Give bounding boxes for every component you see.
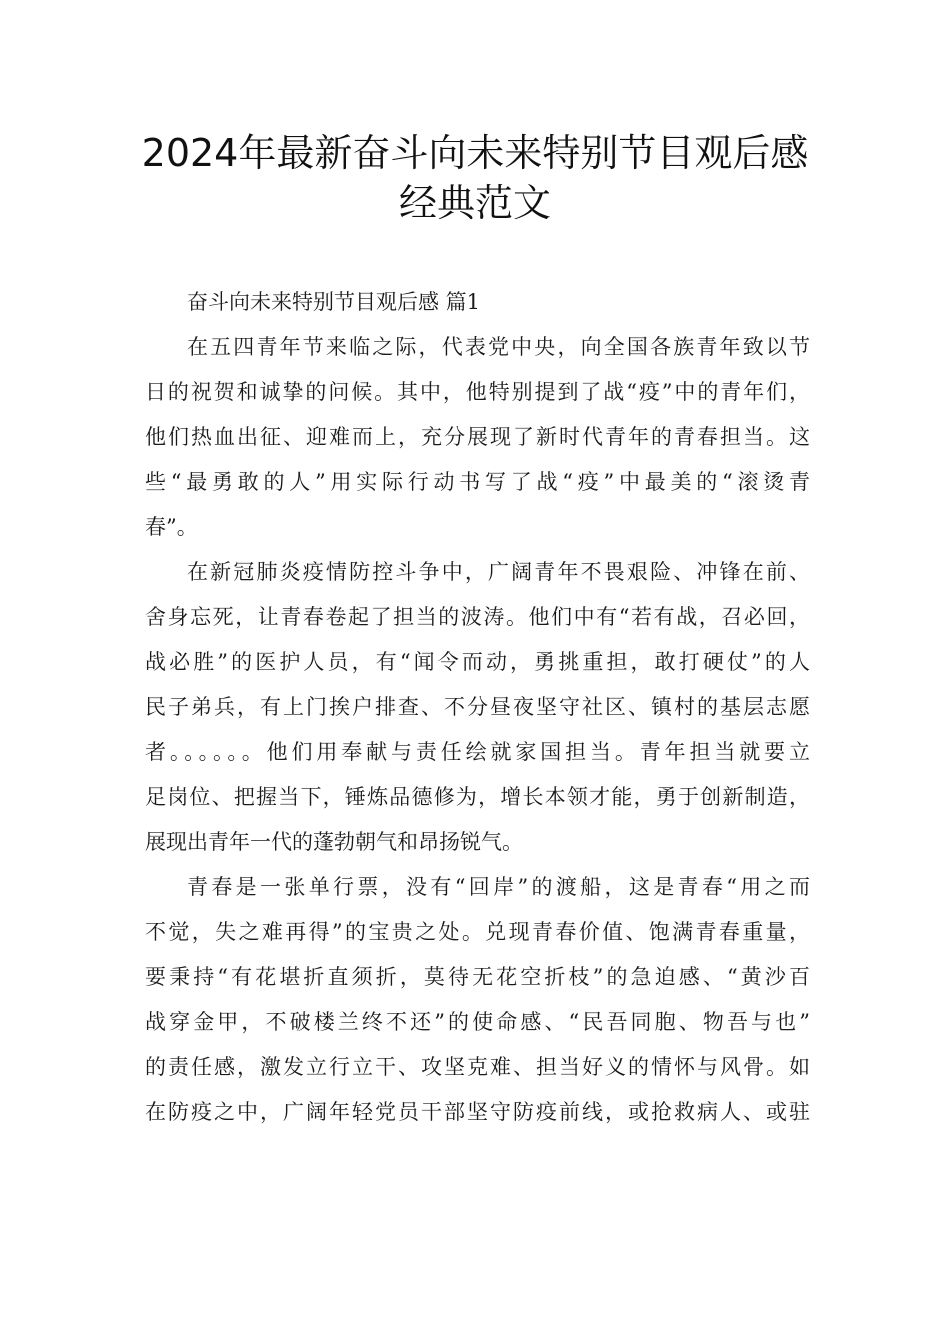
paragraph-line: 民子弟兵，有上门挨户排查、不分昼夜坚守社区、镇村的基层志愿 (145, 695, 810, 719)
document-title (80, 128, 870, 228)
paragraph-line: 在五四青年节来临之际，代表党中央，向全国各族青年致以节 (187, 335, 810, 359)
paragraph-line: 足岗位、把握当下，锤炼品德修为，增长本领才能，勇于创新制造， (145, 785, 810, 809)
paragraph-line: 日的祝贺和诚挚的问候。其中，他特别提到了战“疫”中的青年们， (145, 380, 810, 404)
paragraph-2 (145, 550, 810, 865)
paragraph-line: 战必胜”的医护人员，有“闻令而动，勇挑重担，敢打硬仗”的人 (145, 650, 810, 674)
paragraph-line: 展现出青年一代的蓬勃朝气和昂扬锐气。 (145, 830, 523, 854)
paragraph-line: 要秉持“有花堪折直须折，莫待无花空折枝”的急迫感、“黄沙百 (145, 965, 810, 989)
paragraph-line: 他们热血出征、迎难而上，充分展现了新时代青年的青春担当。这 (145, 425, 810, 449)
document-body (145, 280, 810, 1135)
paragraph-line: 战穿金甲，不破楼兰终不还”的使命感、“民吾同胞、物吾与也” (145, 1010, 810, 1034)
paragraph-1 (145, 325, 810, 550)
paragraph-line: 在新冠肺炎疫情防控斗争中，广阔青年不畏艰险、冲锋在前、 (187, 560, 810, 584)
paragraph-line: 舍身忘死，让青春卷起了担当的波涛。他们中有“若有战，召必回， (145, 605, 810, 629)
paragraph-3 (145, 865, 810, 1135)
section-heading: 奋斗向未来特别节目观后感 篇1 (187, 290, 481, 314)
paragraph-line: 在防疫之中，广阔年轻党员干部坚守防疫前线，或抢救病人、或驻 (145, 1100, 810, 1124)
paragraph-line: 春”。 (145, 515, 198, 539)
paragraph-line: 者。。。。。。他们用奉献与责任绘就家国担当。青年担当就要立 (145, 740, 810, 764)
title-line-1: 2024年最新奋斗向未来特别节目观后感 (141, 131, 809, 175)
paragraph-line: 的责任感，激发立行立干、攻坚克难、担当好义的情怀与风骨。如 (145, 1055, 810, 1079)
paragraph-line: 些“最勇敢的人”用实际行动书写了战“疫”中最美的“滚烫青 (145, 470, 810, 494)
paragraph-line: 不觉，失之难再得”的宝贵之处。兑现青春价值、饱满青春重量， (145, 920, 810, 944)
paragraph-line: 青春是一张单行票，没有“回岸”的渡船，这是青春“用之而 (187, 875, 810, 899)
title-line-2: 经典范文 (398, 181, 551, 225)
